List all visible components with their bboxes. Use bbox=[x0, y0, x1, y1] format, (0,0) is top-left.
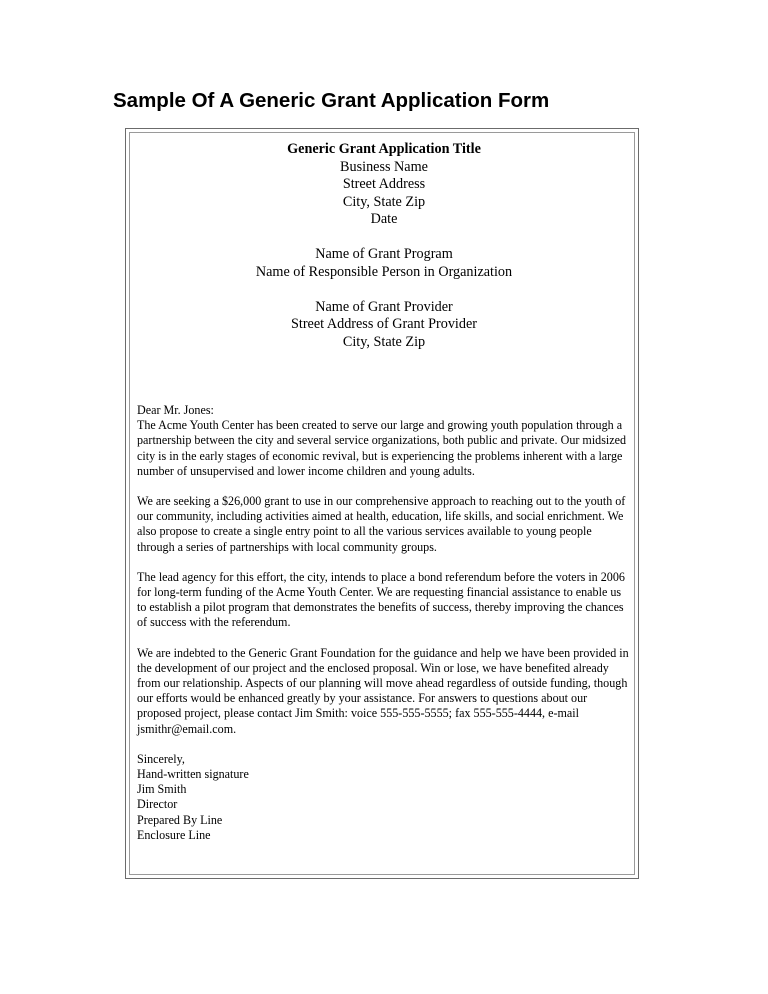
body-paragraph-acknowledgement: We are indebted to the Generic Grant Foundation for the guidance and help we have been provided in the development of our project and the enclosed proposal. Win or lose, we have benefited already from our relationship. Aspects of our planning will move ahead regardless of outside funding, though our efforts would be enhanced greatly by your assistance. For answers to questions about our proposed project, please contact Jim Smith: voice 555-555-5555; fax 555-555-4444, e-mail jsmithr@email.com. bbox=[137, 645, 629, 736]
grant-provider-city-state-zip: City, State Zip bbox=[342, 333, 426, 350]
header-spacer bbox=[137, 229, 631, 247]
signer-role: Director bbox=[137, 797, 178, 812]
letter-title: Generic Grant Application Title bbox=[287, 141, 481, 157]
letter-closing bbox=[137, 752, 631, 843]
responsible-person: Name of Responsible Person in Organization bbox=[255, 263, 513, 280]
signature-line: Hand-written signature bbox=[137, 767, 249, 782]
grant-provider-name: Name of Grant Provider bbox=[315, 298, 453, 315]
sign-off: Sincerely, bbox=[137, 751, 185, 766]
letter-header bbox=[137, 141, 631, 351]
signer-name: Jim Smith bbox=[137, 782, 187, 797]
enclosure-line: Enclosure Line bbox=[137, 827, 211, 842]
body-paragraph-lead-agency: The lead agency for this effort, the city, intends to place a bond referendum before the voters in 2006 for long-term funding of the Acme Youth Center. We are requesting financial assistance to enable us to establish a pilot program that demonstrates the benefits of success, thereby improving the chances of success with the referendum. bbox=[137, 569, 625, 630]
body-paragraph-request: We are seeking a $26,000 grant to use in our comprehensive approach to reaching out to the youth of our community, including activities aimed at health, education, life skills, and social enrichment. We also propose to create a single entry point to all the various services available to young people through a series of partnerships with local community groups. bbox=[137, 494, 626, 554]
body-paragraph-intro: The Acme Youth Center has been created to serve our large and growing youth population through a partnership between the city and several service organizations, both public and private. Our midsized city is in the early stages of economic revival, but is experiencing the problems inherent with a large number of unsupervised and lower income children and young adults. bbox=[137, 418, 627, 478]
letter bbox=[137, 141, 631, 842]
letter-date: Date bbox=[370, 211, 398, 227]
grant-program-name: Name of Grant Program bbox=[315, 246, 453, 262]
letter-body bbox=[137, 403, 631, 843]
page-title: Sample Of A Generic Grant Application Form bbox=[113, 89, 550, 112]
prepared-by-line: Prepared By Line bbox=[137, 812, 223, 827]
header-spacer bbox=[137, 281, 631, 299]
grant-provider-address: Street Address of Grant Provider bbox=[291, 316, 477, 332]
street-address: Street Address bbox=[342, 176, 426, 192]
city-state-zip: City, State Zip bbox=[342, 193, 426, 210]
business-name: Business Name bbox=[340, 158, 428, 175]
salutation: Dear Mr. Jones: bbox=[137, 403, 214, 417]
